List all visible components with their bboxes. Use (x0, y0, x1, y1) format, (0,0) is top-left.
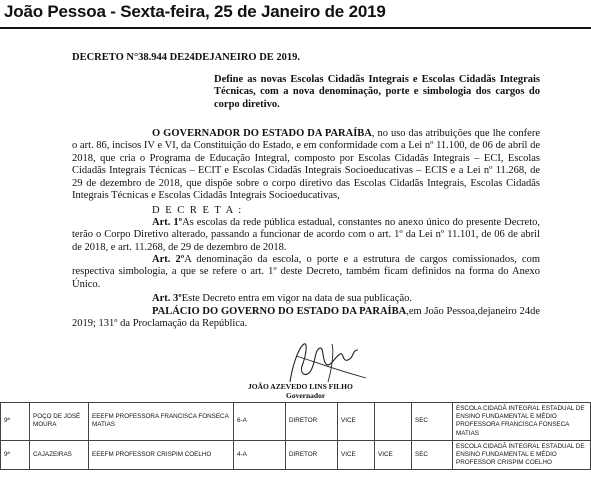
cell-director: DIRETOR (286, 403, 338, 441)
closing-paragraph (72, 306, 540, 331)
cell-new-name: ESCOLA CIDADÃ INTEGRAL ESTADUAL DE ENSINO FUNDAMENTAL E MÉDIO PROFESSOR CRISPIM COELHO (453, 440, 591, 470)
cell-vice-2 (375, 403, 412, 441)
article-1 (72, 217, 540, 254)
article-2-label: Art. 2º (152, 254, 185, 265)
signer-name: JOÃO AZEVEDO LINS FILHO (248, 382, 353, 391)
cell-city: POÇO DE JOSÉ MOURA (30, 403, 89, 441)
cell-porte: 4-A (234, 440, 286, 470)
cell-new-name: ESCOLA CIDADÃ INTEGRAL ESTADUAL DE ENSINO FUNDAMENTAL E MÉDIO PROFESSORA FRANCISCA FONSECA MATIAS (453, 403, 591, 441)
annex-table (0, 402, 591, 470)
article-3-label: Art. 3º (152, 293, 182, 304)
article-1-text: As escolas da rede pública estadual, constantes no anexo único do presente Decreto, terão o Corpo Diretivo alterado, passando a funcionar de acordo com o art. 1º da Lei nº 11.101, de 06 de abril de 2018, e art. 11.268, de 29 de dezembro de 2018. (72, 217, 540, 253)
preamble-bold: O GOVERNADOR DO ESTADO DA PARAÍBA (152, 128, 372, 139)
cell-vice-2: VICE (375, 440, 412, 470)
cell-secretary: SEC (412, 440, 453, 470)
cell-region: 9ª (1, 403, 30, 441)
article-3-text: Este Decreto entra em vigor na data de sua publicação. (181, 293, 413, 304)
article-2-text: A denominação da escola, o porte e a estrutura de cargos comissionados, com respectiva simbologia, a que se refere o art. 1º deste Decreto, também ficam definidos na forma do Anexo Único. (72, 254, 540, 290)
preamble-text: , no uso das atribuições que lhe confere o art. 86, incisos IV e VI, da Constituição do Estado, e em conformidade com a Lei nº 11.100, de 06 de abril de 2018, que cria o Programa de Educação Integral, composto por Escolas Cidadãs Integrais – ECI, Escolas Cidadãs Integrais Técnicas – ECIT e Escolas Cidadãs Integrais Socioeducativas – ECIS e a Lei nº 11.268, de 29 de dezembro de 2018, que dispõe sobre o corpo diretivo das Escolas Cidadãs Integrais, Escolas Cidadãs Integrais Técnicas e Escolas Cidadãs Integrais Socioeducativas, (72, 128, 540, 202)
cell-vice-1: VICE (338, 440, 375, 470)
closing-text: ,em João Pessoa,dejaneiro 24de 2019; 131º da Proclamação da República. (72, 306, 540, 330)
cell-city: CAJAZEIRAS (30, 440, 89, 470)
table-row (1, 403, 591, 441)
article-2 (72, 254, 540, 291)
signer-role: Governador (286, 391, 326, 400)
cell-porte: 6-A (234, 403, 286, 441)
cell-school: EEEFM PROFESSOR CRISPIM COELHO (89, 440, 234, 470)
article-1-label: Art. 1º (152, 217, 183, 228)
cell-region: 9ª (1, 440, 30, 470)
header-rule (0, 27, 591, 29)
article-3 (72, 293, 540, 305)
decree-ementa: Define as novas Escolas Cidadãs Integrais e Escolas Cidadãs Integrais Técnicas, com a nova denominação, porte e simbologia dos cargos do corpo diretivo. (214, 74, 540, 110)
decreta-heading: D E C R E T A : (152, 205, 243, 216)
preamble (72, 128, 540, 202)
cell-vice-1: VICE (338, 403, 375, 441)
cell-director: DIRETOR (286, 440, 338, 470)
closing-bold: PALÁCIO DO GOVERNO DO ESTADO DA PARAÍBA (152, 306, 407, 317)
table-row (1, 440, 591, 470)
page-header (0, 0, 591, 30)
cell-secretary: SEC (412, 403, 453, 441)
header-title: João Pessoa - Sexta-feira, 25 de Janeiro de 2019 (4, 2, 386, 21)
cell-school: EEEFM PROFESSORA FRANCISCA FONSECA MATIAS (89, 403, 234, 441)
decree-title: DECRETO N°38.944 DE24DEJANEIRO DE 2019. (72, 52, 301, 63)
